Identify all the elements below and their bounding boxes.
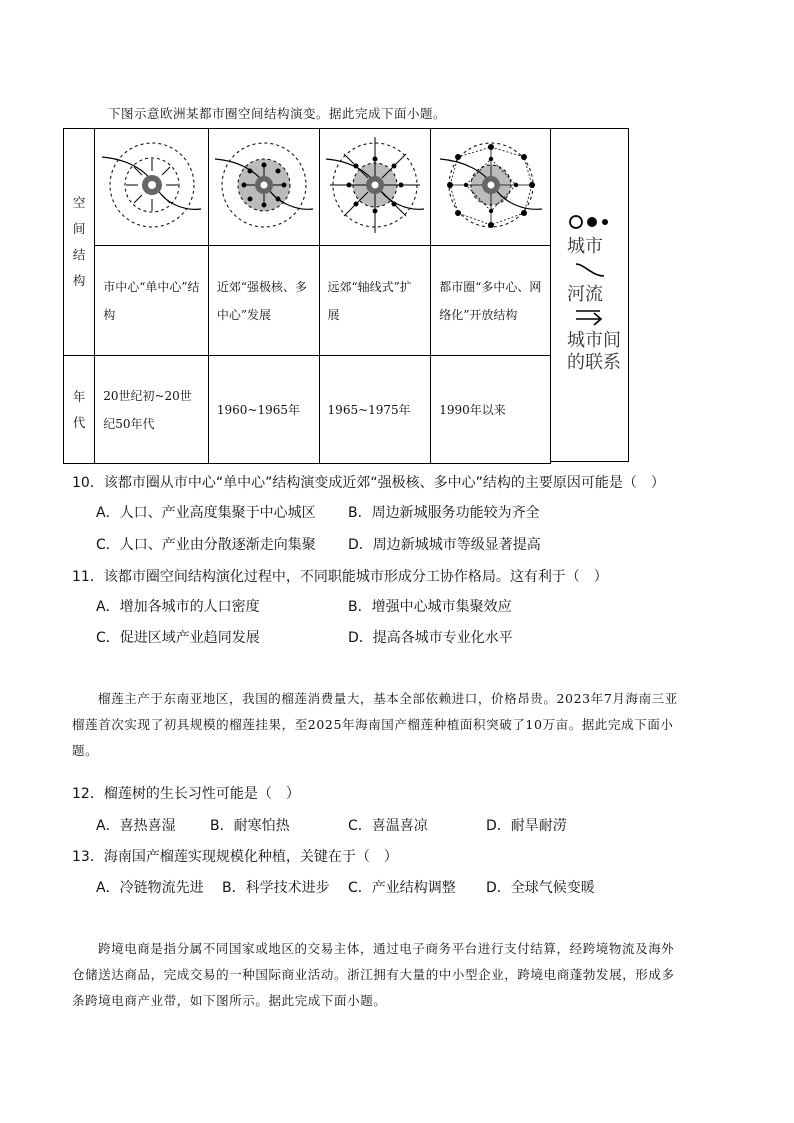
q13-option-d[interactable]: D．全球气候变暖 [486,880,595,896]
desc-1: 市中心“单中心”结构 [95,246,209,356]
q11-stem: 11．该都市圈空间结构演化过程中，不同职能城市形成分工协作格局。这有利于（ ） [72,569,608,585]
intro-text: 下图示意欧洲某都市圈空间结构演变。据此完成下面小题。 [108,106,447,121]
era-3: 1965~1975年 [319,356,431,464]
row-head-era: 年 代 [64,356,95,464]
ecommerce-passage: 跨境电商是指分属不同国家或地区的交易主体，通过电子商务平台进行支付结算，经跨境物流及海外仓储送达商品，完成交易的一种国际商业活动。浙江拥有大量的中小型企业，跨境电商蓬勃发展，形成多条跨境电商产业带，如下图所示。据此完成下面小题。 [72,941,675,1008]
diagram-polar-core [208,129,319,246]
q12-option-a[interactable]: A．喜热喜湿 [96,818,176,834]
q11-option-c[interactable]: C．促进区域产业趋同发展 [96,630,260,646]
q13-option-a[interactable]: A．冷链物流先进 [96,880,204,896]
legend-river-label: 河流 [567,284,603,305]
q11-option-d[interactable]: D．提高各城市专业化水平 [348,630,513,646]
q13-stem: 13．海南国产榴莲实现规模化种植，关键在于（ ） [72,849,398,865]
durian-passage: 榴莲主产于东南亚地区，我国的榴莲消费量大，基本全部依赖进口，价格昂贵。2023年7月海南三亚榴莲首次实现了初具规模的榴莲挂果，至2025年海南国产榴莲种植面积突破了10万亩。据此完成下面小题。 [72,691,678,758]
q10-stem: 10．该都市圈从市中心“单中心”结构演变成近郊“强极核、多中心”结构的主要原因可能是（ ） [72,475,665,491]
q12-option-d[interactable]: D．耐旱耐涝 [486,818,567,834]
desc-2: 近郊“强极核、多中心”发展 [208,246,319,356]
era-1: 20世纪初~20世纪50年代 [95,356,209,464]
q12-stem: 12．榴莲树的生长习性可能是（ ） [72,786,300,802]
era-2: 1960~1965年 [208,356,319,464]
diagram-2-svg [209,129,319,241]
legend-city-label: 城市 [567,236,603,257]
q11-option-b[interactable]: B．增强中心城市集聚效应 [348,599,512,615]
legend-link-label-1: 城市间 [567,330,621,351]
era-4: 1990年以来 [431,356,551,464]
structure-table [63,128,551,464]
legend-river-icon [572,260,608,280]
q10-option-d[interactable]: D．周边新城城市等级显著提高 [348,537,541,553]
row-head-structure: 空 间 结 构 [64,129,95,356]
diagram-single-center [95,129,209,246]
diagram-axis-expansion [319,129,431,246]
legend-city-icon [568,212,612,232]
q13-option-c[interactable]: C．产业结构调整 [348,880,456,896]
diagram-3-svg [320,129,430,241]
q10-option-a[interactable]: A．人口、产业高度集聚于中心城区 [96,505,316,521]
desc-3: 远郊“轴线式”扩展 [319,246,431,356]
q10-option-c[interactable]: C．人口、产业由分散逐渐走向集聚 [96,537,316,553]
q12-option-c[interactable]: C．喜温喜凉 [348,818,428,834]
q13-option-b[interactable]: B．科学技术进步 [222,880,330,896]
diagram-network [431,129,551,246]
legend-link-icon [574,308,604,326]
diagram-1-svg [96,129,208,241]
desc-4: 都市圈“多中心、网络化”开放结构 [431,246,551,356]
diagram-4-svg [432,129,550,241]
q10-option-b[interactable]: B．周边新城服务功能较为齐全 [348,505,540,521]
q12-option-b[interactable]: B．耐寒怕热 [210,818,290,834]
legend-link-label-2: 的联系 [567,352,621,373]
q11-option-a[interactable]: A．增加各城市的人口密度 [96,599,260,615]
